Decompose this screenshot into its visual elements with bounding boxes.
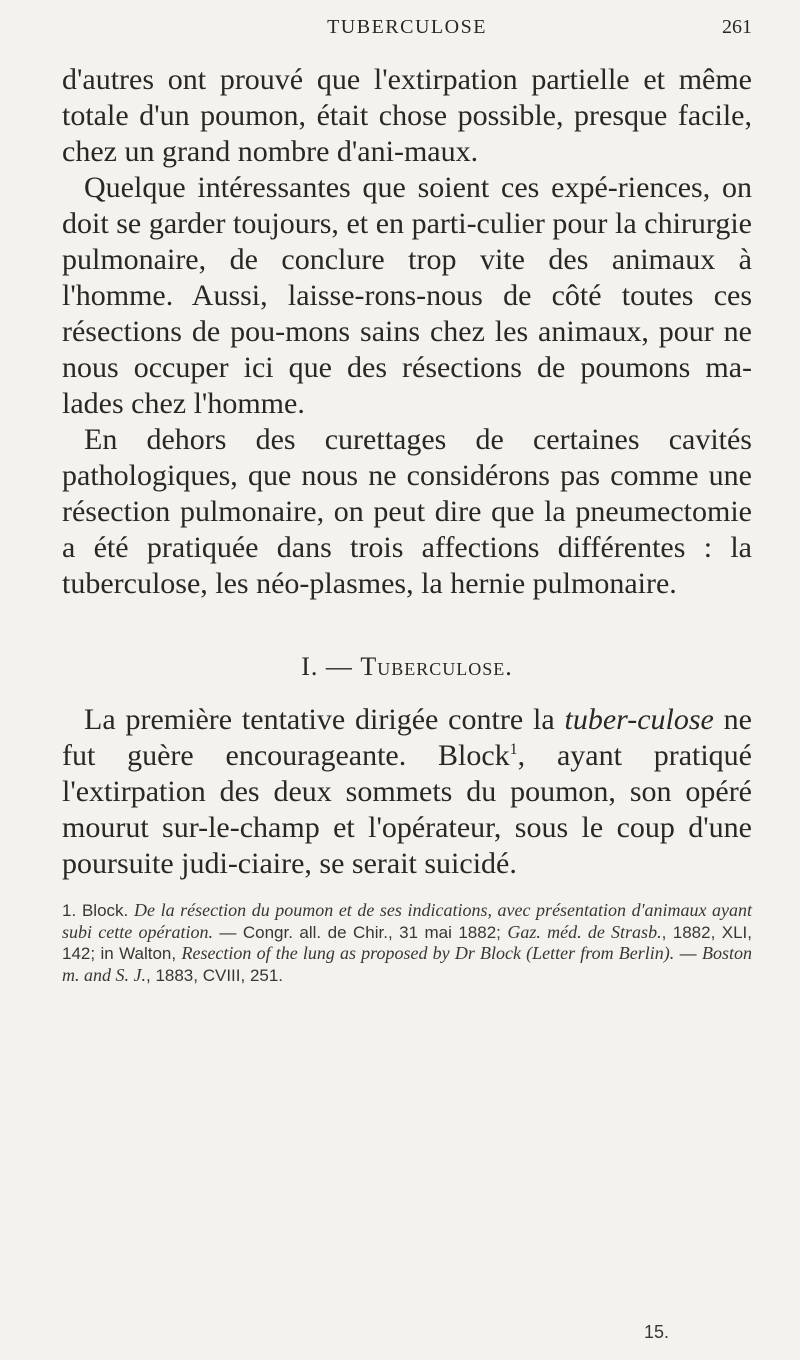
footnote-part-1: 1. Block. [62,901,135,920]
page-number: 261 [722,16,752,38]
paragraph-4 [62,702,752,882]
section-heading [62,652,752,682]
signature-mark: 15. [644,1322,670,1342]
footnote-part-2: — Congr. all. de Chir., 31 mai 1882; [212,922,508,942]
footnote-part-3: , 1882, XLI, 142; in Walton, [62,922,753,963]
paragraph-2: Quelque intéressantes que soient ces expé-riences, on doit se garder toujours, et en parti-culier pour la chirurgie pulmonaire, de conclure trop vite des animaux à l'homme. Aussi, laisse-rons-nous de côté toutes ces résections de pou-mons sains chez les animaux, pour ne nous occuper ici que des résections de poumons ma-lades chez l'homme. [62,171,752,420]
body-text [62,62,752,986]
footnote-journal-1: Gaz. méd. de Strasb. [507,921,662,942]
footnote-title: De la résection du poumon et de ses indications, avec présentation d'animaux ayant subi cette opération. [62,900,753,942]
footnote-ref: 1 [509,741,518,758]
footnote-article: Resection of the lung as proposed by Dr Block (Letter from Berlin). [181,943,675,963]
footnote-part-5: , 1883, CVIII, 251. [146,965,284,985]
footnote-journal-2: Boston m. and S. J. [62,943,752,985]
p4-text-before: La première tentative dirigée contre la [84,703,565,736]
running-head: TUBERCULOSE [327,16,487,38]
p4-text-middle: ne fut guère encourageante. Block [62,703,753,772]
p4-text-after: , ayant pratiqué l'extirpation des deux sommets du poumon, son opéré mourut sur-le-champ et l'opérateur, sous le coup d'une poursuite judi-ciaire, se serait suicidé. [62,739,752,880]
paragraph-3: En dehors des curettages de certaines cavités pathologiques, que nous ne considérons pas comme une résection pulmonaire, on peut dire que la pneumectomie a été pratiquée dans trois affections différentes : la tuberculose, les néo-plasmes, la hernie pulmonaire. [62,423,752,600]
page-header [62,16,752,46]
footnote-part-4: — [674,944,702,963]
section-number: I. — [301,652,353,681]
p4-italic-term: tuber-culose [564,703,714,736]
footnote [62,900,752,986]
section-title: Tuberculose. [360,652,513,681]
paragraph-1: d'autres ont prouvé que l'extirpation partielle et même totale d'un poumon, était chose possible, presque facile, chez un grand nombre d'ani-maux. [62,63,752,168]
